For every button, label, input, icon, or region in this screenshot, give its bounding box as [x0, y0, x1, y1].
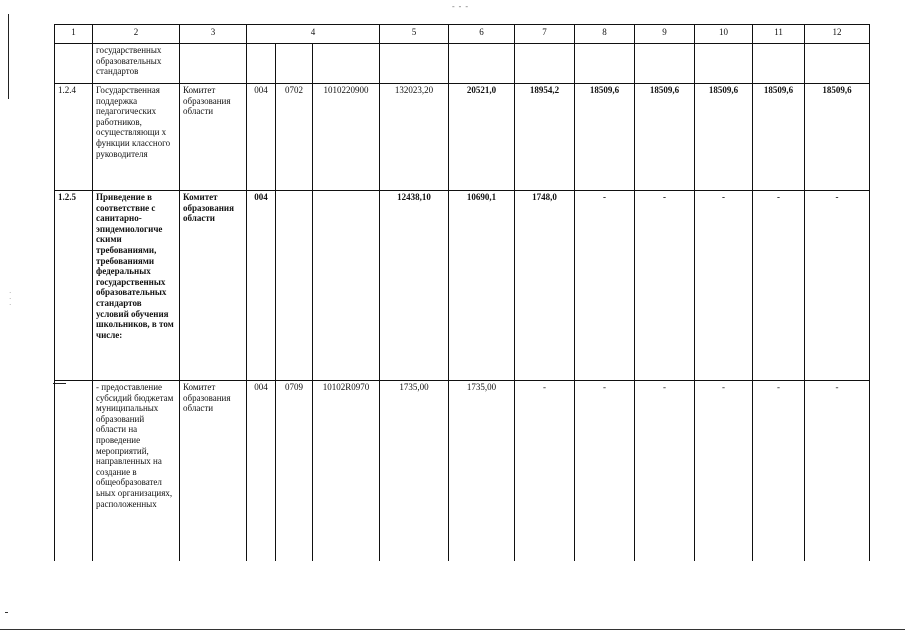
header-cell: 1 [55, 25, 93, 44]
row-number: 1.2.5 [55, 191, 93, 381]
value-col12 [805, 44, 870, 84]
code-target [313, 44, 380, 84]
value-col9: - [635, 381, 695, 561]
value-col12: - [805, 191, 870, 381]
header-cell: 8 [575, 25, 635, 44]
executor: Комитет образования области [180, 191, 247, 381]
table-row [55, 44, 870, 84]
value-col11: - [753, 191, 805, 381]
code-section: 0709 [276, 381, 313, 561]
value-col5 [380, 44, 449, 84]
header-cell: 2 [93, 25, 180, 44]
page-bottom-rule [0, 629, 905, 630]
header-cell: 4 [247, 25, 380, 44]
value-col11: - [753, 381, 805, 561]
budget-table [54, 24, 870, 561]
value-col11 [753, 44, 805, 84]
code-grbs: 004 [247, 84, 276, 191]
code-grbs [247, 44, 276, 84]
header-cell: 3 [180, 25, 247, 44]
value-col9: - [635, 191, 695, 381]
value-col5: 1735,00 [380, 381, 449, 561]
code-section [276, 44, 313, 84]
header-cell: 5 [380, 25, 449, 44]
code-section: 0702 [276, 84, 313, 191]
value-col12: 18509,6 [805, 84, 870, 191]
value-col9: 18509,6 [635, 84, 695, 191]
value-col10: - [695, 381, 753, 561]
code-grbs: 004 [247, 381, 276, 561]
value-col10: 18509,6 [695, 84, 753, 191]
margin-marks: · · · [9, 289, 12, 309]
header-cell: 10 [695, 25, 753, 44]
value-col6: 20521,0 [449, 84, 515, 191]
value-col7: 18954,2 [515, 84, 575, 191]
margin-rule [8, 14, 9, 99]
value-col8: - [575, 191, 635, 381]
code-target [313, 191, 380, 381]
value-col7: - [515, 381, 575, 561]
header-cell: 11 [753, 25, 805, 44]
executor [180, 44, 247, 84]
value-col9 [635, 44, 695, 84]
measure-name: Приведение в соответствие с санитарно-эпидемиологиче скими требованиями, требованиями федеральных государственных образовательных стандартов условий обучения школьников, в том числе: [93, 191, 180, 381]
value-col12: - [805, 381, 870, 561]
row-number: 1.2.4 [55, 84, 93, 191]
measure-name: Государственная поддержка педагогических работников, осуществляющи х функции классного руководителя [93, 84, 180, 191]
executor: Комитет образования области [180, 84, 247, 191]
margin-tick [5, 612, 8, 613]
value-col5: 132023,20 [380, 84, 449, 191]
value-col5: 12438,10 [380, 191, 449, 381]
header-cell: 9 [635, 25, 695, 44]
row-number [55, 44, 93, 84]
value-col10 [695, 44, 753, 84]
value-col8: 18509,6 [575, 84, 635, 191]
measure-name: государственных образовательных стандартов [93, 44, 180, 84]
header-cell: 7 [515, 25, 575, 44]
table-row [55, 84, 870, 191]
header-row [55, 25, 870, 44]
code-target: 10102R0970 [313, 381, 380, 561]
table-row [55, 191, 870, 381]
executor: Комитет образования области [180, 381, 247, 561]
value-col6: 10690,1 [449, 191, 515, 381]
value-col8: - [575, 381, 635, 561]
value-col6 [449, 44, 515, 84]
code-grbs: 004 [247, 191, 276, 381]
value-col11: 18509,6 [753, 84, 805, 191]
measure-name: - предоставление субсидий бюджетам муниципальных образований области на проведение мероприятий, направленных на создание в общеобразовател ьных организациях, расположенных [93, 381, 180, 561]
value-col10: - [695, 191, 753, 381]
code-section [276, 191, 313, 381]
value-col6: 1735,00 [449, 381, 515, 561]
row-number [55, 381, 93, 561]
value-col7: 1748,0 [515, 191, 575, 381]
header-cell: 12 [805, 25, 870, 44]
value-col7 [515, 44, 575, 84]
page-number-mark: - - - [452, 2, 469, 11]
header-cell: 6 [449, 25, 515, 44]
value-col8 [575, 44, 635, 84]
table-row [55, 381, 870, 561]
code-target: 1010220900 [313, 84, 380, 191]
